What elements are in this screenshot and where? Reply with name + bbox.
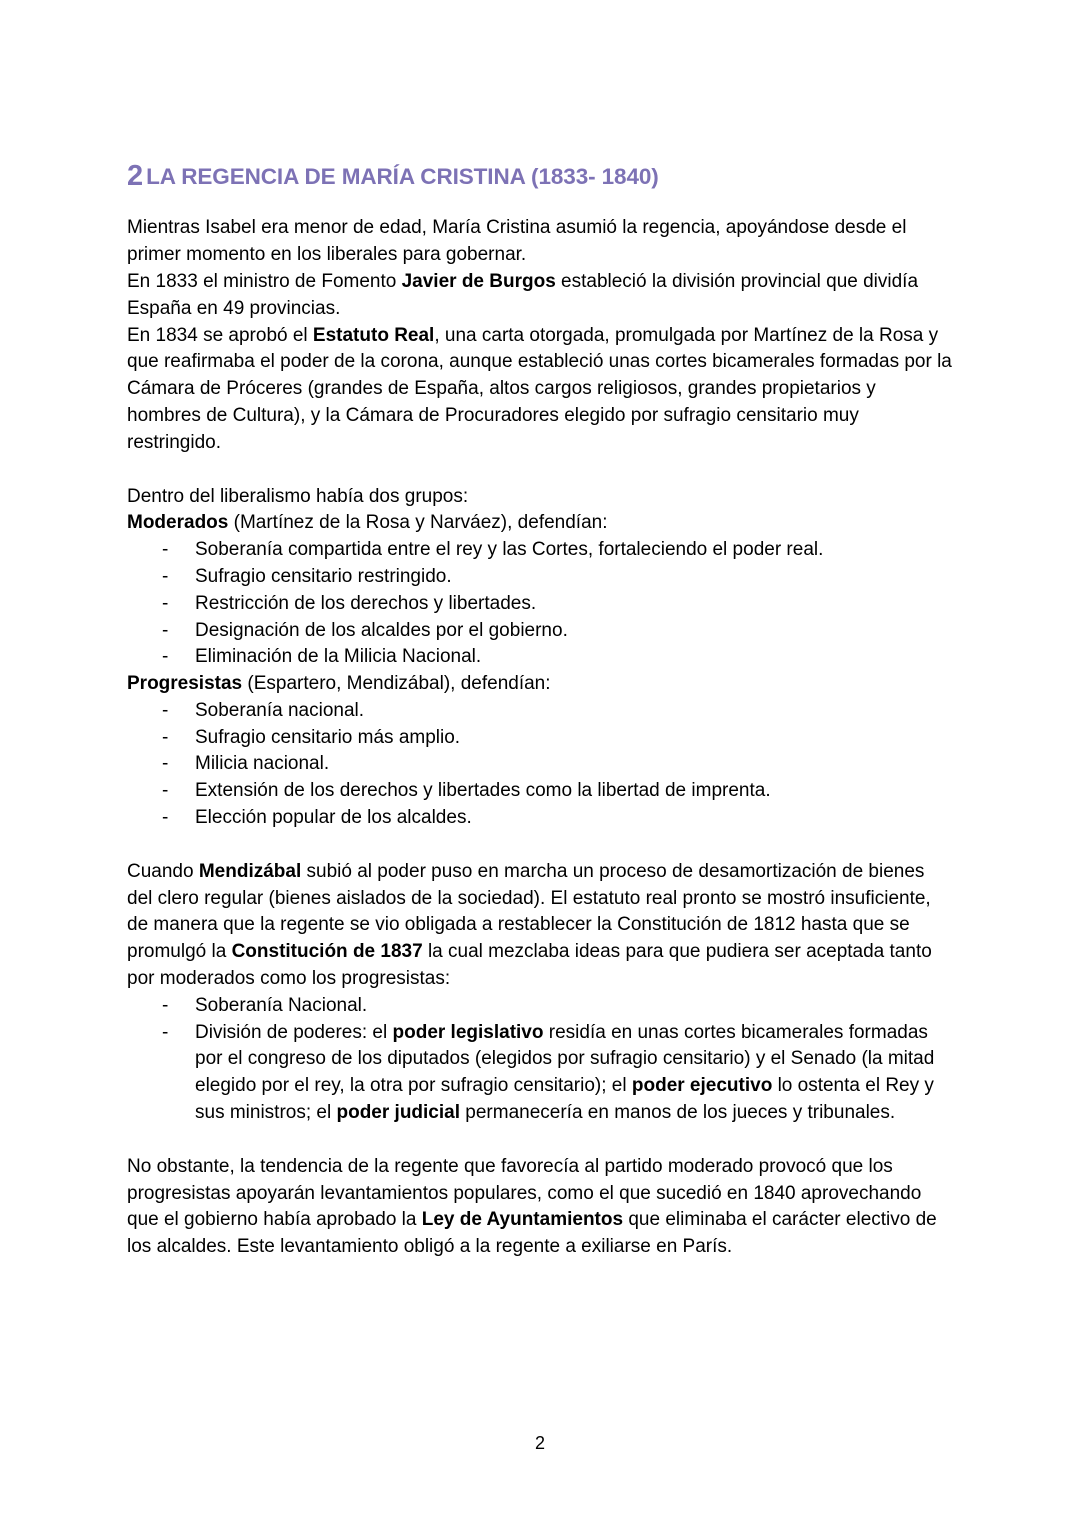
closing-pre: No obstante, la tendencia de la regente que favorecía al partido moderado provocó que los progresistas apoyarán levantamientos populares, como el que sucedió en 1840 aprovechando que el gobierno había aprobado la <box>127 1155 922 1231</box>
paragraph-progresistas-lead <box>127 671 953 698</box>
poder-legislativo-bold: poder legislativo <box>392 1021 544 1043</box>
list-item: - Extensión de los derechos y libertades como la libertad de imprenta. <box>127 778 953 805</box>
list-item: - Elección popular de los alcaldes. <box>127 805 953 832</box>
list-item: - Soberanía Nacional. <box>127 993 953 1020</box>
mendizabal-pre: Cuando <box>127 860 199 882</box>
progresistas-label: Progresistas <box>127 673 243 695</box>
paragraph-closing <box>127 1154 953 1261</box>
moderados-rest: (Martínez de la Rosa y Narváez), defendían: <box>228 512 608 534</box>
section-title-text: LA REGENCIA DE MARÍA CRISTINA (1833- 1840) <box>146 164 659 189</box>
division-poderes-a: División de poderes: el <box>195 1021 393 1043</box>
moderados-label: Moderados <box>127 512 229 534</box>
mendizabal-bold: Mendizábal <box>198 860 302 882</box>
list-item: - Eliminación de la Milicia Nacional. <box>127 644 953 671</box>
ley-ayuntamientos-bold: Ley de Ayuntamientos <box>421 1209 624 1231</box>
mendizabal-post: la cual mezclaba ideas para que pudiera ser aceptada tanto por moderados como los progresistas: <box>127 941 932 990</box>
groups-lead-text: Dentro del liberalismo había dos grupos: <box>127 485 469 507</box>
constitution-list <box>127 993 953 1127</box>
paragraph-mendizabal <box>127 859 953 993</box>
paragraph-intro <box>127 215 953 456</box>
intro-burgos-pre: En 1833 el ministro de Fomento <box>127 270 402 292</box>
list-item: - Designación de los alcaldes por el gobierno. <box>127 618 953 645</box>
section-number: 2 <box>127 160 144 192</box>
page-title <box>127 160 953 193</box>
list-item: - Sufragio censitario más amplio. <box>127 725 953 752</box>
closing-post: que eliminaba el carácter electivo de los alcaldes. Este levantamiento obligó a la regente a exiliarse en París. <box>127 1209 937 1258</box>
page-number: 2 <box>534 1433 545 1453</box>
spacer <box>127 1127 953 1154</box>
spacer <box>127 832 953 859</box>
division-poderes-d: lo ostenta el Rey y sus ministros; el <box>195 1075 934 1124</box>
division-poderes-c: residía en unas cortes bicamerales formadas por el congreso de los diputados (elegidos por sufragio censitario) y el Senado (la mitad elegido por el rey, la otra por sufragio censitario); el <box>195 1021 935 1097</box>
intro-burgos-post: estableció la división provincial que dividía España en 49 provincias. <box>127 270 919 319</box>
list-item: - Milicia nacional. <box>127 751 953 778</box>
mendizabal-mid: subió al poder puso en marcha un proceso de desamortización de bienes del clero regular (bienes aislados de la sociedad). El estatuto real pronto se mostró insuficiente, de manera que la regente se vio obligada a restablecer la Constitución de 1812 hasta que se promulgó la <box>127 860 931 963</box>
progresistas-list <box>127 698 953 832</box>
list-item: - Soberanía nacional. <box>127 698 953 725</box>
progresistas-rest: (Espartero, Mendizábal), defendían: <box>242 673 551 695</box>
moderados-list <box>127 537 953 671</box>
spacer <box>127 457 953 484</box>
list-item <box>127 1020 953 1127</box>
list-item: - Restricción de los derechos y libertades. <box>127 591 953 618</box>
paragraph-groups-lead <box>127 484 953 538</box>
list-item: - Sufragio censitario restringido. <box>127 564 953 591</box>
list-item: - Soberanía compartida entre el rey y las Cortes, fortaleciendo el poder real. <box>127 537 953 564</box>
division-poderes-e: permanecería en manos de los jueces y tribunales. <box>460 1102 896 1124</box>
intro-sentence-1: Mientras Isabel era menor de edad, María Cristina asumió la regencia, apoyándose desde el primer momento en los liberales para gobernar. <box>127 217 907 266</box>
intro-estatuto-post: , una carta otorgada, promulgada por Martínez de la Rosa y que reafirmaba el poder de la corona, aunque estableció unas cortes bicamerales formadas por la Cámara de Próceres (grandes de España, altos cargos religiosos, grandes propietarios y hombres de Cultura), y la Cámara de Procuradores elegido por sufragio censitario muy restringido. <box>127 324 952 453</box>
poder-ejecutivo-bold: poder ejecutivo <box>631 1075 773 1097</box>
document-content <box>127 160 953 1261</box>
intro-burgos-bold: Javier de Burgos <box>401 270 556 292</box>
intro-estatuto-pre: En 1834 se aprobó el <box>127 324 313 346</box>
poder-judicial-bold: poder judicial <box>336 1102 461 1124</box>
constitucion-1837-bold: Constitución de 1837 <box>231 941 423 963</box>
intro-estatuto-bold: Estatuto Real <box>312 324 435 346</box>
